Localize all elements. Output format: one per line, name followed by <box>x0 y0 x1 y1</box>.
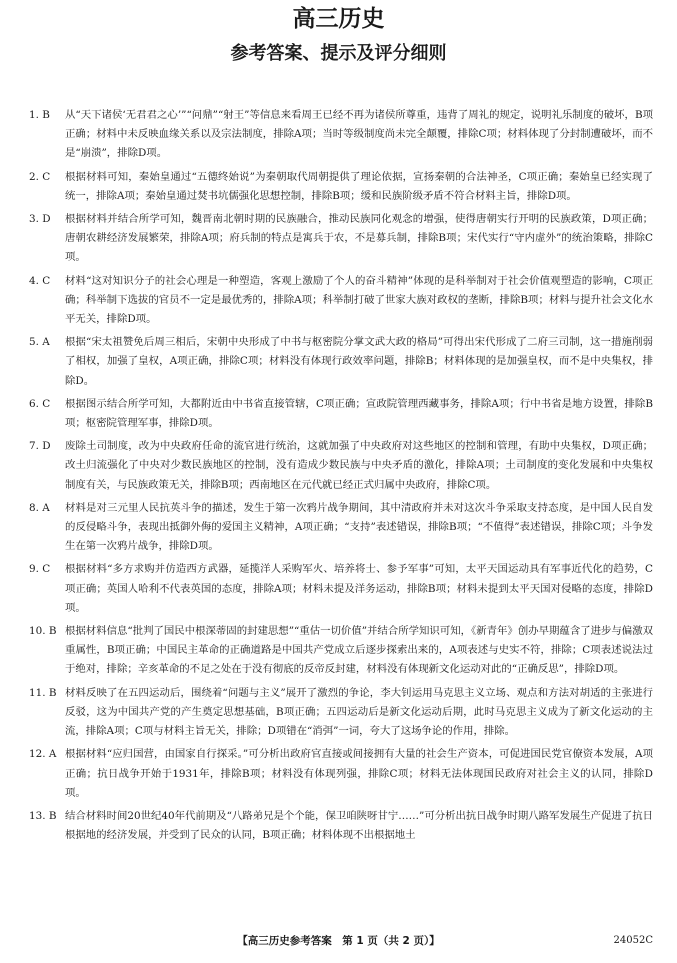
answer-item-10 <box>29 622 653 680</box>
answer-item-13 <box>29 807 653 845</box>
answer-text: 根据“宋太祖赞免后周三相后，宋朝中央形成了中书与枢密院分掌文武大政的格局”可得出宋代形成了二府三司制，这一措施削弱了相权，加强了皇权，A项正确，排除C项；材料没有体现行政效率问题，排除B；材料体现的是加强皇权，而不是中央集权，排除D。 <box>65 336 653 387</box>
answer-item-12 <box>29 745 653 803</box>
answer-number: 2. C <box>29 170 51 183</box>
answer-item-3 <box>29 210 653 268</box>
answer-text: 材料“这对知识分子的社会心理是一种塑造，客观上激励了个人的奋斗精神”体现的是科举制对于社会价值观塑造的影响，C项正确；科举制下选拔的官员不一定是最优秀的，排除A项；科举制打破了世家大族对政权的垄断，排除B项；材料与提升社会文化水平无关，排除D项。 <box>65 274 653 326</box>
answer-text: 废除土司制度，改为中央政府任命的流官进行统治，这就加强了中央政府对这些地区的控制和管理，有助中央集权，D项正确；改土归流强化了中央对少数民族地区的控制，没有造成少数民族与中央矛盾的激化，排除A项；土司制度的变化发展和中央集权制度有关，与民族政策无关，排除B项；西南地区在元代就已经正式归属中央政府，排除C项。 <box>65 440 653 491</box>
answer-item-2 <box>29 168 653 206</box>
answer-number: 12. A <box>29 748 57 761</box>
answer-item-6 <box>29 395 653 433</box>
answer-number: 3. D <box>29 213 51 226</box>
footer-page-label: 【高三历史参考答案 第 1 页（共 2 页）】 <box>237 935 440 947</box>
answer-number: 6. C <box>29 397 51 410</box>
answer-text: 材料是对三元里人民抗英斗争的描述，发生于第一次鸦片战争期间，其中清政府并未对这次斗争采取支持态度，是中国人民自发的反侵略斗争，表现出抵御外侮的爱国主义精神，A项正确；“支持”表述错误，排除B项；“不值得”表述错误，排除C项；斗争发生在第一次鸦片战争，排除D项。 <box>65 501 653 553</box>
answer-text: 根据材料可知，秦始皇通过“五德终始说”为秦朝取代周朝提供了理论依据，宣扬秦朝的合法神圣，C项正确；秦始皇已经实现了统一，排除A项；秦始皇通过焚书坑儒强化思想控制，排除B项；缓和民族阶级矛盾不符合材料主旨，排除D项。 <box>65 170 653 202</box>
answer-number: 8. A <box>29 501 50 514</box>
page-subtitle: 参考答案、提示及评分细则 <box>230 43 447 64</box>
answer-item-9 <box>29 560 653 618</box>
answer-text: 根据材料“应归国营，由国家自行探采。”可分析出政府官直接或间接拥有大量的社会生产资本，可促进国民党官僚资本发展，A项正确；抗日战争开始于1931年，排除B项；材料没有体现列强，排除C项；材料无法体现国民政府对社会主义的认同，排除D项。 <box>65 748 654 799</box>
answer-text: 从“天下诸侯‘无君君之心’”“问鼎”“射王”等信息来看周王已经不再为诸侯所尊重，违背了周礼的规定，说明礼乐制度的破坏，B项正确；材料中未反映血缘关系以及宗法制度，排除A项；当时等级制度尚未完全颠覆，排除C项；材料体现了分封制遭破坏，而不是“崩溃”，排除D项。 <box>65 109 653 160</box>
answer-list <box>29 106 653 849</box>
answer-text: 根据材料“多方求购并仿造西方武器，延揽洋人采购军火、培养将士、参予军事”可知，太平天国运动具有军事近代化的趋势，C项正确；英国人哈利不代表英国的态度，排除A项；材料未提及洋务运动，排除B项；材料未提到太平天国对侵略的态度，排除D项。 <box>65 563 653 614</box>
answer-text: 根据材料并结合所学可知，魏晋南北朝时期的民族融合，推动民族同化观念的增强，使得唐朝实行开明的民族政策，D项正确；唐朝农耕经济发展繁荣，排除A项；府兵制的特点是寓兵于农，不是募兵制，排除B项；宋代实行“守内虚外”的统治策略，排除C项。 <box>65 213 653 264</box>
answer-item-5 <box>29 333 653 391</box>
answer-text: 根据材料信息“批判了国民中根深蒂固的封建思想”“重估一切价值”并结合所学知识可知，《新青年》创办早期蕴含了进步与偏激双重属性，B项正确；中国民主革命的正确道路是中国共产党成立后逐步探索出来的，A项表述与史实不符，排除；C项表述说法过于绝对，排除；辛亥革命的不足之处在于没有彻底的反帝反封建，材料没有体现新文化运动对此的“正确反思”，排除D项。 <box>65 625 653 676</box>
answer-number: 7. D <box>29 440 51 453</box>
page-title: 高三历史 <box>292 6 385 32</box>
answer-number: 9. C <box>29 563 51 576</box>
answer-number: 10. B <box>29 625 57 638</box>
answer-text: 材料反映了在五四运动后，围绕着“问题与主义”展开了激烈的争论，李大钊运用马克思主义立场、观点和方法对胡适的主张进行反驳，这为中国共产党的产生奠定思想基础，B项正确；五四运动后是新文化运动后期，此时马克思主义成为了新文化运动的主流，排除A项；C项与材料主旨无关，排除；D项错在“消弭”一词，夸大了这场争论的作用，排除。 <box>65 686 653 738</box>
answer-item-8 <box>29 499 653 557</box>
answer-text: 结合材料时间20世纪40年代前期及“八路弟兄是个个能，保卫咱陕呀甘宁……”可分析出抗日战争时期八路军发展生产促进了抗日根据地的经济发展，并受到了民众的认同，B项正确；材料体现不出根据地土 <box>65 809 653 842</box>
answer-item-4 <box>29 272 653 330</box>
answer-number: 13. B <box>29 809 57 822</box>
answer-text: 根据图示结合所学可知，大都附近由中书省直接管辖，C项正确；宣政院管理西藏事务，排除A项；行中书省是地方设置，排除B项；枢密院管理军事，排除D项。 <box>65 397 653 430</box>
footer-exam-code: 24052C <box>613 935 653 946</box>
answer-number: 11. B <box>29 686 57 699</box>
answer-item-7 <box>29 437 653 495</box>
answer-item-1 <box>29 106 653 164</box>
answer-number: 5. A <box>29 336 50 349</box>
page-footer <box>0 931 677 951</box>
answer-item-11 <box>29 684 653 742</box>
answer-number: 1. B <box>29 109 50 121</box>
answer-number: 4. C <box>29 274 51 287</box>
